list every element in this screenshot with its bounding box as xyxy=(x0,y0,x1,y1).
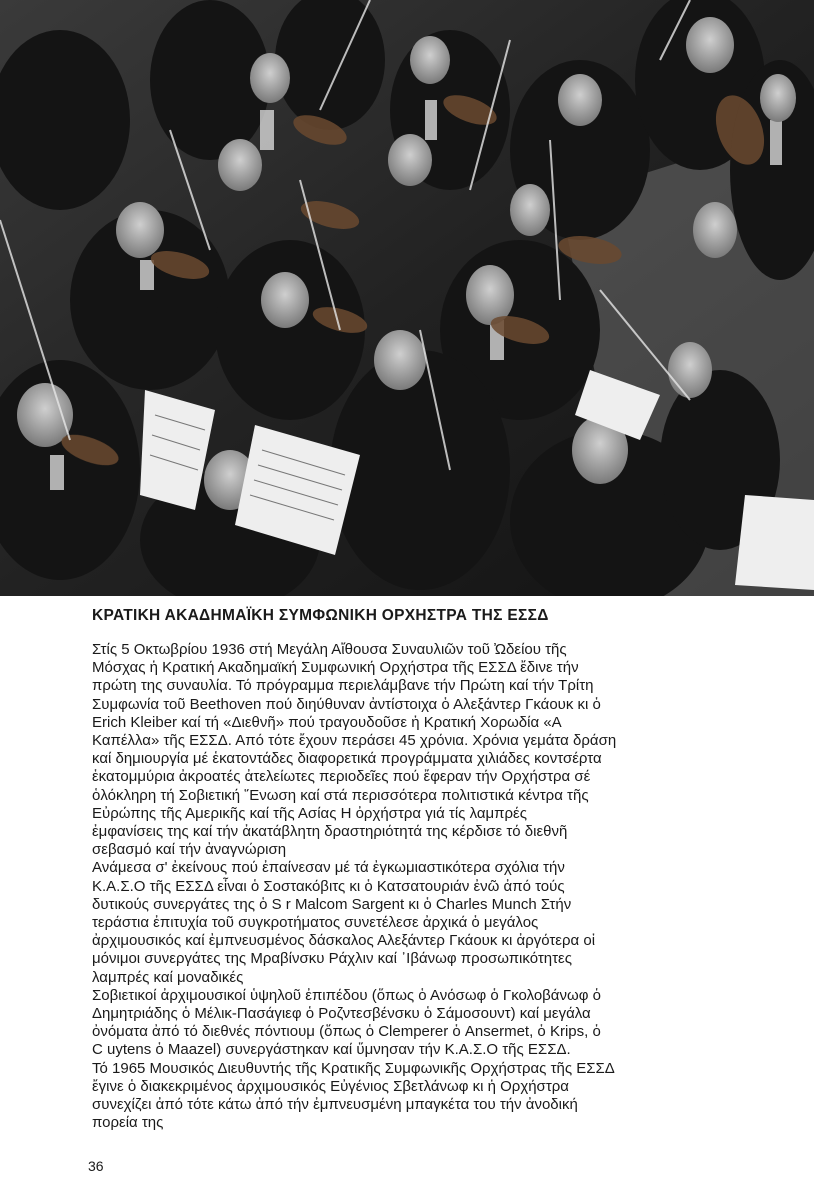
body-line: ἑκατομμύρια ἀκροατές ἀτελείωτες περιοδεῖες πού ἔφεραν τήν Ορχήστρα σέ xyxy=(92,768,591,786)
body-line: Δημητριάδης ὁ Μέλικ-Πασάγιεφ ὁ Ροζντεσβένσκυ ὁ Σάμοσουντ) καί μεγάλα xyxy=(92,1005,591,1023)
body-line: Μόσχας ἡ Κρατική Ακαδημαϊκή Συμφωνική Ορχήστρα τῆς ΕΣΣΔ ἔδινε τήν xyxy=(92,659,579,677)
body-line: λαμπρές καί μοναδικές xyxy=(92,968,244,986)
body-line: τεράστια ἐπιτυχία τοῦ συγκροτήματος συνετέλεσε ἀρχικά ὁ μεγάλος xyxy=(92,914,539,932)
body-line: Ανάμεσα σ' ἐκείνους πού ἐπαίνεσαν μέ τά ἐγκωμιαστικότερα σχόλια τήν xyxy=(92,859,565,877)
body-line: δυτικούς συνεργάτες της ὁ S r Malcom Sargent κι ὁ Charles Munch Στήν xyxy=(92,895,572,913)
body-line: Τό 1965 Μουσικός Διευθυντής τῆς Κρατικῆς Συμφωνικῆς Ορχήστρας τῆς ΕΣΣΔ xyxy=(92,1059,615,1077)
body-line: Erich Kleiber καί τή «Διεθνῆ» πού τραγουδοῦσε ἡ Κρατική Χορωδία «Α xyxy=(92,713,562,731)
body-line: Σοβιετικοί ἀρχιμουσικοί ὑψηλοῦ ἐπιπέδου (ὅπως ὁ Ανόσωφ ὁ Γκολοβάνωφ ὁ xyxy=(92,986,601,1004)
body-line: συνεχίζει ἀπό τότε κάτω ἀπό τήν ἐμπνευσμένη μπαγκέτα του τήν ἀνοδική xyxy=(92,1096,578,1114)
article-title: ΚΡΑΤΙΚΗ ΑΚΑΔΗΜΑΪΚΗ ΣΥΜΦΩΝΙΚΗ ΟΡΧΗΣΤΡΑ ΤΗΣ ΕΣΣΔ xyxy=(92,607,549,624)
body-line: σεβασμό καί τήν ἀναγνώριση xyxy=(92,841,287,859)
body-line: Εὐρώπης τῆς Αμερικῆς καί τῆς Ασίας Η ὀρχήστρα γιά τίς λαμπρές xyxy=(92,804,527,822)
body-line: ὁλόκληρη τή Σοβιετική ῞Ενωση καί στά περισσότερα πολιτιστικά κέντρα τῆς xyxy=(92,786,589,804)
body-line: ἀρχιμουσικός καί ἐμπνευσμένος δάσκαλος Αλεξάντερ Γκάουκ κι ἀργότερα οἱ xyxy=(92,932,596,950)
body-line: C uytens ὁ Maazel) συνεργάστηκαν καί ὕμνησαν τήν Κ.Α.Σ.Ο τῆς ΕΣΣΔ. xyxy=(92,1041,571,1059)
article-body xyxy=(92,641,782,1132)
orchestra-photo xyxy=(0,0,814,596)
body-line: ἐμφανίσεις της καί τήν ἀκατάβλητη δραστηριότητά της κέρδισε τό διεθνῆ xyxy=(92,823,568,841)
body-line: Κ.Α.Σ.Ο τῆς ΕΣΣΔ εἶναι ὁ Σοστακόβιτς κι ὁ Κατσατουριάν ἐνῶ ἀπό τούς xyxy=(92,877,565,895)
body-line: Συμφωνία τοῦ Beethoven πού διηύθυναν ἀντίστοιχα ὁ Αλεξάντερ Γκάουκ κι ὁ xyxy=(92,695,601,713)
body-line: Καπέλλα» τῆς ΕΣΣΔ. Από τότε ἔχουν περάσει 45 χρόνια. Χρόνια γεμάτα δράση xyxy=(92,732,617,750)
page-number: 36 xyxy=(88,1158,104,1174)
body-line: πορεία της xyxy=(92,1114,164,1132)
body-line: καί δημιουργία μέ ἑκατοντάδες διαφορετικά προγράμματα χιλιάδες κοντσέρτα xyxy=(92,750,602,768)
body-line: ἔγινε ὁ διακεκριμένος ἀρχιμουσικός Εὐγένιος Σβετλάνωφ κι ἡ Ορχήστρα xyxy=(92,1077,569,1095)
body-line: μόνιμοι συνεργάτες της Μραβίνσκυ Ράχλιν καί ᾿Ιβάνωφ προσωπικότητες xyxy=(92,950,572,968)
body-line: ὀνόματα ἀπό τό διεθνές πόντιουμ (ὅπως ὁ Clemperer ὁ Ansermet, ὁ Krips, ὁ xyxy=(92,1023,601,1041)
body-line: Στίς 5 Οκτωβρίου 1936 στή Μεγάλη Αἴθουσα Συναυλιῶν τοῦ Ὠδείου τῆς xyxy=(92,641,567,658)
body-line: πρώτη της συναυλία. Τό πρόγραμμα περιελάμβανε τήν Πρώτη καί τήν Τρίτη xyxy=(92,677,594,695)
